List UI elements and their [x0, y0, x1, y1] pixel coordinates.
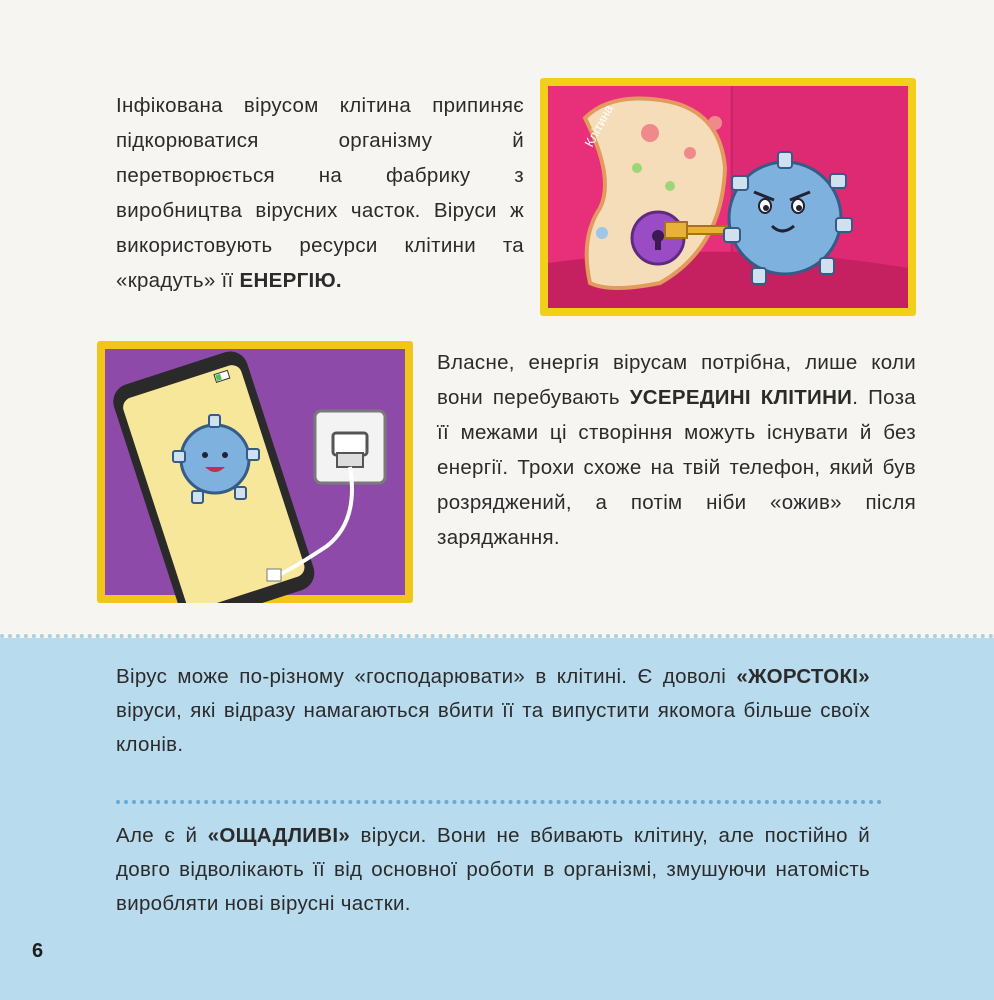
dotted-divider-top [0, 634, 994, 638]
paragraph-text-before: Власне, енергія вірусам потрібна, лише коли вони перебувають [437, 351, 916, 409]
illustration-virus-unlocking-cell [540, 78, 916, 316]
paragraph-text-after: віруси. Вони не вбивають клітину, але постійно й довго відволікають її від основної роботи в організмі, змушуючи натомість виробляти нові вірусні частки. [116, 824, 870, 915]
paragraph-text-after: віруси, які відразу намагаються вбити її та випустити якомога більше своїх клонів. [116, 699, 870, 756]
phone-virus-illustration [97, 341, 413, 603]
illustration-phone-charging [97, 341, 413, 603]
paragraph-text-before: Але є й [116, 824, 208, 847]
paragraph-energy-inside-cell [437, 345, 916, 555]
paragraph-cruel-viruses [116, 660, 870, 762]
paragraph-text-before: Вірус може по-різному «господарювати» в клітині. Є доволі [116, 665, 737, 688]
dotted-divider-middle [116, 800, 882, 804]
page-number: 6 [32, 940, 44, 962]
paragraph-text-after: . Поза її межами ці створіння можуть існувати й без енергії. Трохи схоже на твій телефон, який був розряджений, а потім ніби «ожив» після заряджання. [437, 386, 917, 549]
bold-term-cruel: «ЖОРСТОКІ» [736, 665, 870, 688]
cell-virus-illustration [540, 78, 916, 316]
paragraph-thrifty-viruses [116, 819, 870, 921]
paragraph-text: Інфікована вірусом клітина припиняє підкорюватися організму й перетворюється на фабрику з виробництва вірусних часток. Віруси ж використовують ресурси клітини та «крадуть» її [116, 94, 524, 292]
paragraph-infected-cell [116, 88, 524, 298]
cell-label: Клітина [581, 102, 617, 150]
bold-term-energy: ЕНЕРГІЮ. [239, 269, 342, 292]
bold-term-inside-cell: УСЕРЕДИНІ КЛІТИНИ [629, 386, 853, 409]
bold-term-thrifty: «ОЩАДЛИВІ» [207, 824, 351, 847]
